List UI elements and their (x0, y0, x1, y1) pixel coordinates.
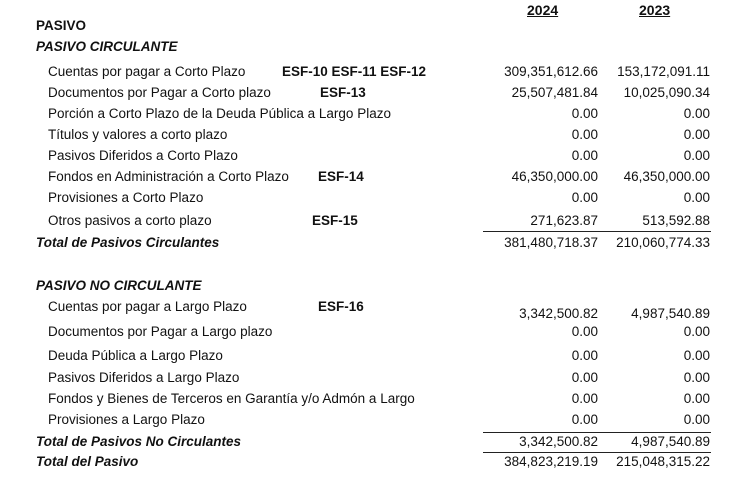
table-row (0, 167, 750, 187)
value-2023: 210,060,774.33 (616, 235, 710, 250)
row-label: Otros pasivos a corto plazo (48, 213, 212, 228)
value-2023: 153,172,091.11 (617, 64, 710, 79)
value-2024: 25,507,481.84 (511, 85, 598, 100)
table-row (0, 62, 750, 82)
value-2023: 0.00 (683, 190, 710, 205)
value-2024: 0.00 (571, 412, 598, 427)
noncirc-total-label: Total de Pasivos No Circulantes (36, 434, 242, 449)
noncirc-heading: PASIVO NO CIRCULANTE (36, 278, 202, 293)
table-row (0, 211, 750, 231)
value-2023: 215,048,315.22 (616, 454, 710, 469)
total-row (0, 432, 750, 452)
total-row (0, 233, 750, 253)
table-row (0, 125, 750, 145)
row-label: Pasivos Diferidos a Corto Plazo (48, 148, 238, 163)
value-2024: 46,350,000.00 (511, 169, 598, 184)
row-label: Fondos y Bienes de Terceros en Garantía y/o Admón a Largo (48, 391, 415, 406)
value-2024: 3,342,500.82 (519, 306, 598, 321)
value-2024: 0.00 (571, 127, 598, 142)
value-2023: 4,987,540.89 (631, 306, 710, 321)
value-2023: 0.00 (683, 148, 710, 163)
value-2024: 3,342,500.82 (519, 434, 598, 449)
title-row (0, 16, 750, 36)
table-row (0, 322, 750, 342)
row-label: Deuda Pública a Largo Plazo (48, 348, 223, 363)
table-row (0, 83, 750, 103)
value-2024: 384,823,219.19 (504, 454, 598, 469)
value-2023: 46,350,000.00 (623, 169, 710, 184)
row-label: Provisiones a Largo Plazo (48, 412, 205, 427)
row-ref: ESF-16 (318, 299, 364, 314)
row-label: Cuentas por pagar a Largo Plazo (48, 299, 247, 314)
table-row (0, 368, 750, 388)
row-label: Fondos en Administración a Corto Plazo (48, 169, 289, 184)
value-2024: 0.00 (571, 106, 598, 121)
value-2023: 513,592.88 (642, 213, 710, 228)
table-row (0, 188, 750, 208)
row-label: Cuentas por pagar a Corto Plazo (48, 64, 246, 79)
subtotal-rule (483, 231, 711, 232)
value-2024: 0.00 (571, 190, 598, 205)
value-2023: 0.00 (683, 106, 710, 121)
value-2023: 0.00 (683, 391, 710, 406)
row-ref: ESF-13 (320, 85, 366, 100)
row-label: Porción a Corto Plazo de la Deuda Pública a Largo Plazo (48, 106, 391, 121)
table-row (0, 410, 750, 430)
value-2023: 4,987,540.89 (631, 434, 710, 449)
table-row-values (0, 104, 750, 124)
value-2024: 0.00 (571, 370, 598, 385)
value-2024: 271,623.87 (530, 213, 598, 228)
table-row-values (0, 304, 750, 324)
value-2024: 309,351,612.66 (504, 64, 598, 79)
row-label: Documentos por Pagar a Largo plazo (48, 324, 273, 339)
table-row (0, 389, 750, 409)
page-title: PASIVO (36, 18, 87, 33)
year-2024-header: 2024 (527, 2, 559, 18)
value-2023: 0.00 (683, 348, 710, 363)
noncirc-heading-row (0, 276, 750, 296)
grand-total-row (0, 452, 750, 472)
value-2024: 0.00 (571, 348, 598, 363)
value-2023: 0.00 (683, 412, 710, 427)
circ-total-label: Total de Pasivos Circulantes (36, 235, 220, 250)
value-2024: 0.00 (571, 148, 598, 163)
table-row (0, 146, 750, 166)
row-label: Títulos y valores a corto plazo (48, 127, 228, 142)
value-2024: 0.00 (571, 324, 598, 339)
row-ref: ESF-14 (318, 169, 364, 184)
row-label: Provisiones a Corto Plazo (48, 190, 204, 205)
table-row (0, 346, 750, 366)
value-2024: 0.00 (571, 391, 598, 406)
year-2023-header: 2023 (639, 2, 671, 18)
row-label: Documentos por Pagar a Corto plazo (48, 85, 271, 100)
value-2023: 0.00 (683, 127, 710, 142)
circ-heading: PASIVO CIRCULANTE (36, 39, 178, 54)
value-2023: 0.00 (683, 324, 710, 339)
row-ref: ESF-10 ESF-11 ESF-12 (282, 64, 427, 79)
value-2024: 381,480,718.37 (504, 235, 598, 250)
value-2023: 0.00 (683, 370, 710, 385)
row-ref: ESF-15 (312, 213, 358, 228)
value-2023: 10,025,090.34 (623, 85, 710, 100)
grand-total-label: Total del Pasivo (36, 454, 139, 469)
row-label: Pasivos Diferidos a Largo Plazo (48, 370, 240, 385)
circ-heading-row (0, 37, 750, 57)
